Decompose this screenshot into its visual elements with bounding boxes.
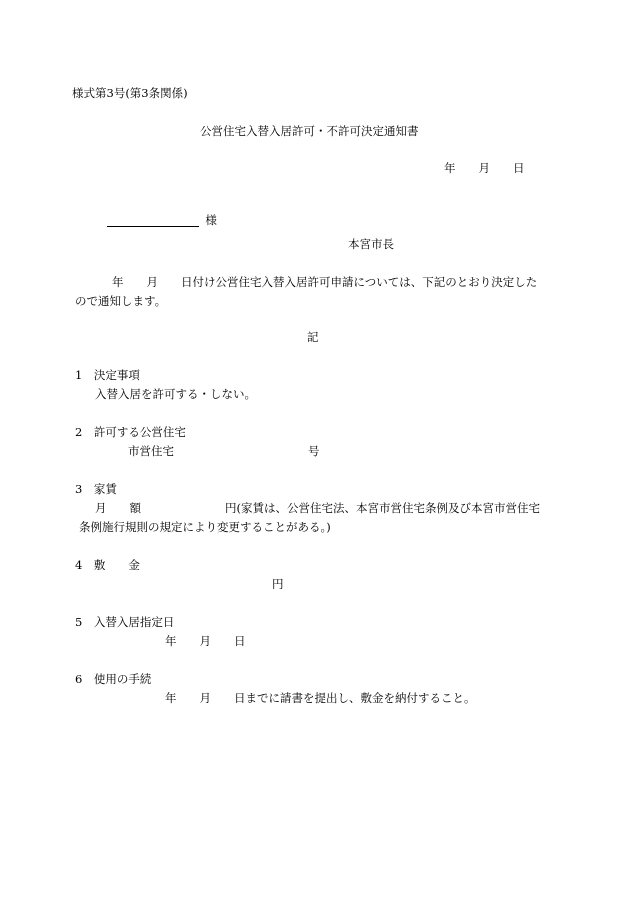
date-line: 年 月 日: [444, 161, 525, 175]
item-4-yen: 円: [272, 577, 284, 591]
ki-marker: 記: [307, 330, 319, 344]
name-blank-line: [107, 214, 199, 227]
issuer: 本宮市長: [348, 237, 394, 251]
item-3-rent-line-1: 円(家賃は、公営住宅法、本宮市営住宅条例及び本宮市営住宅: [225, 501, 540, 515]
item-2-number: 号: [308, 444, 320, 458]
addressee-line: [100, 199, 217, 227]
item-4-heading: 4 敷 金: [75, 558, 140, 572]
item-5-heading: 5 入替入居指定日: [75, 615, 175, 629]
item-2-housing: 市営住宅: [128, 444, 174, 458]
item-1-heading: 1 決定事項: [75, 368, 140, 382]
addressee-suffix: 様: [205, 213, 217, 227]
item-3-rent-line-2: 条例施行規則の規定により変更することがある。): [79, 520, 331, 534]
item-1-body: 入替入居を許可する・しない。: [95, 387, 256, 401]
form-label: 様式第3号(第3条関係): [72, 86, 188, 100]
document-title: 公営住宅入替入居許可・不許可決定通知書: [200, 124, 419, 138]
item-3-monthly-label: 月 額: [95, 501, 141, 515]
item-3-heading: 3 家賃: [75, 482, 117, 496]
item-6-heading: 6 使用の手続: [75, 672, 152, 686]
item-6-body: 年 月 日までに請書を提出し、敷金を納付すること。: [165, 691, 476, 705]
item-5-date: 年 月 日: [165, 634, 246, 648]
intro-line-2: ので通知します。: [75, 294, 167, 308]
intro-line-1: 年 月 日付け公営住宅入替入居許可申請については、下記のとおり決定した: [112, 275, 538, 289]
item-2-heading: 2 許可する公営住宅: [75, 425, 186, 439]
